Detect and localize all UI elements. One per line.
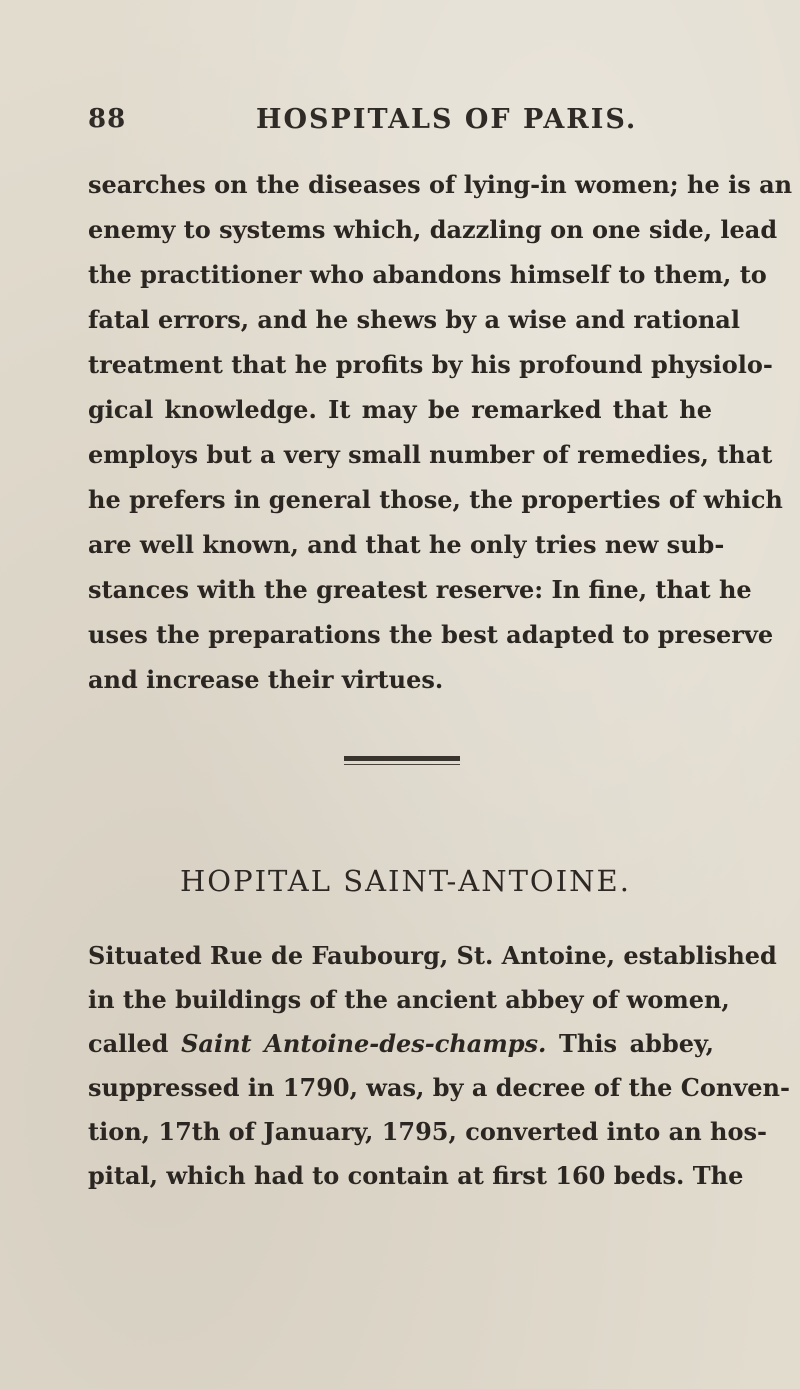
running-head — [88, 104, 648, 140]
text-line: and increase their virtues. — [88, 665, 444, 694]
page-number: 88 — [88, 104, 127, 134]
divider-thin-line — [344, 764, 460, 765]
italic-place-name: Saint Antoine-des-champs. — [181, 1029, 547, 1058]
text-line: he prefers in general those, the properties of which — [88, 485, 783, 514]
text-line: pital, which had to contain at first 160 beds. The — [88, 1161, 744, 1190]
running-title: HOSPITALS OF PARIS. — [256, 104, 638, 135]
text-line: are well known, and that he only tries new sub- — [88, 530, 725, 559]
text-line: suppressed in 1790, was, by a decree of the Conven- — [88, 1073, 790, 1102]
text-fragment: This abbey, — [559, 1029, 715, 1058]
divider-thick-line — [344, 756, 460, 761]
text-line: fatal errors, and he shews by a wise and rational — [88, 305, 740, 334]
text-line: gical knowledge. It may be remarked that he — [88, 395, 712, 424]
text-line: treatment that he profits by his profound physiolo- — [88, 350, 773, 379]
text-line: employs but a very small number of remedies, that — [88, 440, 773, 469]
paragraph-2 — [88, 934, 790, 1198]
text-line: Situated Rue de Faubourg, St. Antoine, established — [88, 941, 777, 970]
text-line: enemy to systems which, dazzling on one side, lead — [88, 215, 778, 244]
text-line: the practitioner who abandons himself to them, to — [88, 260, 767, 289]
text-fragment: called — [88, 1029, 169, 1058]
text-line-with-italic — [88, 1022, 714, 1066]
section-heading: HOPITAL SAINT-ANTOINE. — [180, 864, 631, 898]
text-line: stances with the greatest reserve: In fine, that he — [88, 575, 752, 604]
text-line: uses the preparations the best adapted to preserve — [88, 620, 774, 649]
text-line: tion, 17th of January, 1795, converted into an hos- — [88, 1117, 767, 1146]
section-divider-rule — [344, 756, 460, 768]
text-line: searches on the diseases of lying-in women; he is an — [88, 170, 793, 199]
paragraph-1 — [88, 162, 793, 702]
text-line: in the buildings of the ancient abbey of women, — [88, 985, 730, 1014]
